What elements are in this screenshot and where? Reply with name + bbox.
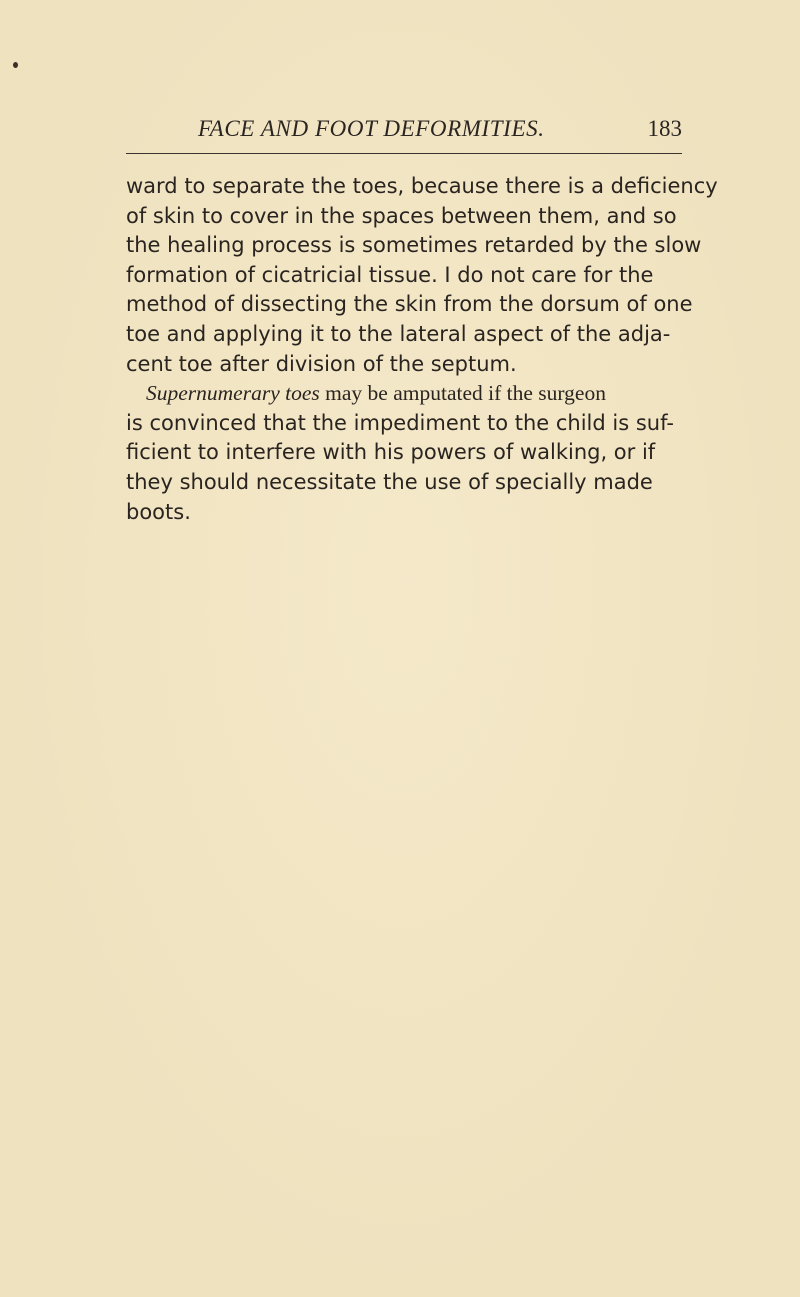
paragraph-2	[126, 379, 698, 527]
running-title: FACE AND FOOT DEFORMITIES.	[198, 116, 545, 141]
page-header	[126, 112, 682, 152]
text-line: of skin to cover in the spaces between them, and so	[126, 203, 677, 228]
text-line: is convinced that the impediment to the child is suf-	[126, 410, 674, 435]
body-text	[126, 172, 718, 527]
ink-speck	[13, 62, 18, 68]
text-line: the healing process is sometimes retarded by the slow	[126, 233, 702, 258]
text-line: ward to separate the toes, because there is a deficiency	[126, 174, 718, 198]
text-line: toe and applying it to the lateral aspect of the adja-	[126, 321, 671, 346]
page-number: 183	[647, 116, 682, 141]
text-line: method of dissecting the skin from the dorsum of one	[126, 292, 693, 317]
text-line: cent toe after division of the septum.	[126, 351, 517, 376]
text-line	[126, 379, 698, 409]
text-run: may be amputated if the surgeon	[319, 381, 606, 406]
italic-term: Supernumerary toes	[146, 381, 320, 406]
header-rule	[126, 153, 682, 154]
text-line: ficient to interfere with his powers of walking, or if	[126, 440, 656, 465]
paragraph-1	[126, 172, 718, 379]
text-line: formation of cicatricial tissue. I do not care for the	[126, 262, 654, 287]
text-line: boots.	[126, 499, 191, 524]
text-line: they should necessitate the use of specially made	[126, 469, 653, 494]
